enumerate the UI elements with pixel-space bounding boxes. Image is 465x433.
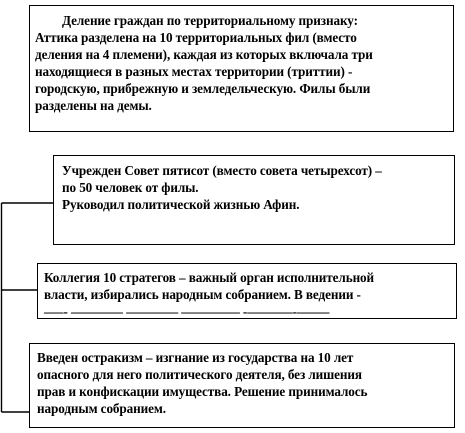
reform-box-text-line: находящиеся в разных местах территории (триттии) - <box>35 64 353 79</box>
reform-box-text-line: народным собранием. <box>37 401 166 416</box>
reform-box-text-line: Коллегия 10 стратегов – важный орган исполнительной <box>44 270 375 285</box>
reform-box-text-line: деления на 4 племени), каждая из которых включала три <box>35 47 373 62</box>
reform-box-text-line: прав и конфискации имущества. Решение принималось <box>37 384 368 399</box>
reform-box-text-line: власти, избирались народным собранием. В ведении - <box>44 287 361 302</box>
reform-box-phyle-division <box>29 5 454 132</box>
reform-box-text-line: по 50 человек от филы. <box>62 180 199 195</box>
reform-box-text-line: опасного для него политического деятеля, без лишения <box>37 367 362 382</box>
reform-box-text-line: Введен остракизм – изгнание из государства на 10 лет <box>37 350 354 365</box>
reform-box-strategoi <box>37 263 457 319</box>
reform-box-council-of-500 <box>53 155 455 245</box>
reform-box-text-line: Руководил политической жизнью Афин. <box>62 197 300 212</box>
reform-box-text-line: городскую, прибрежную и земледельческую. Филы были <box>35 81 371 96</box>
reform-box-heading: Деление граждан по территориальному признаку: <box>62 13 358 28</box>
reform-box-text-line: Учрежден Совет пятисот (вместо совета четырехсот) – <box>62 163 382 178</box>
reform-box-text-line: разделены на демы. <box>35 98 152 113</box>
reform-box-text-line: Аттика разделена на 10 территориальных фил (вместо <box>35 30 357 45</box>
reform-box-ostracism <box>29 343 455 428</box>
reform-box-blank-fill-line: –––- –––––––– –––––––– ––––––––– -–––––––-––––– <box>44 304 330 319</box>
